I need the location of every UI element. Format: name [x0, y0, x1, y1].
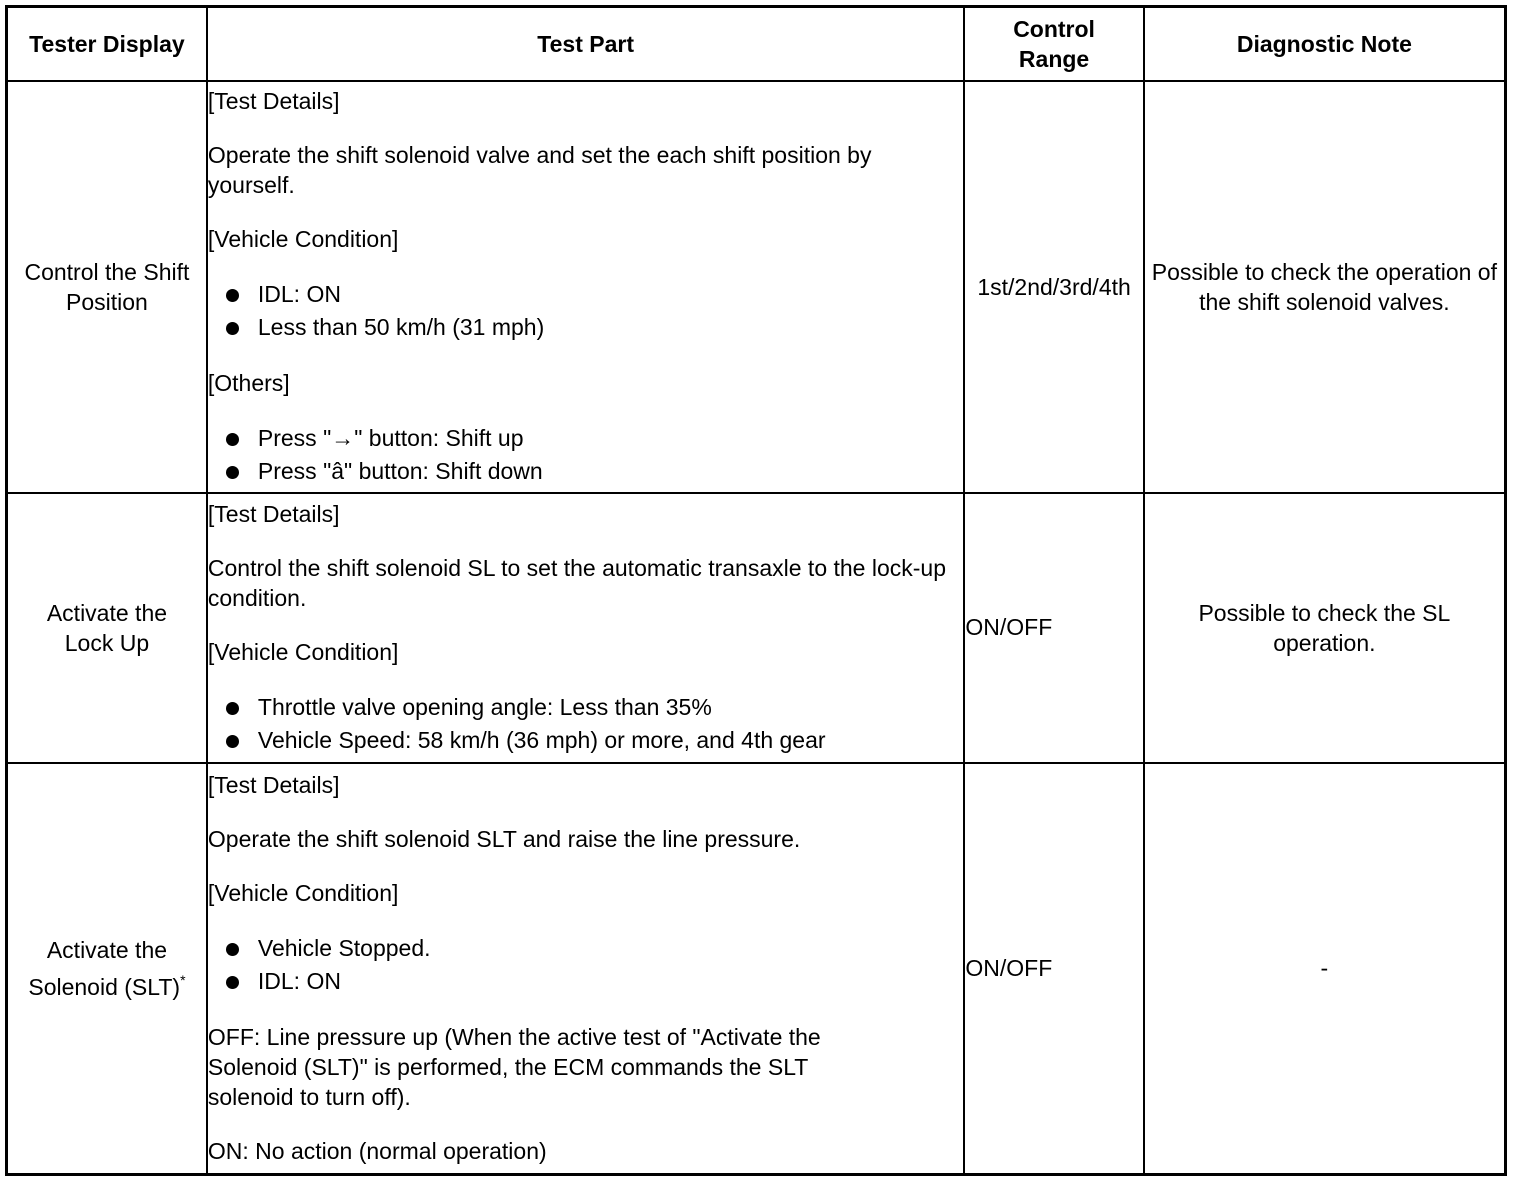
test-details-heading: [Test Details]: [207, 500, 340, 527]
list-item: Vehicle Speed: 58 km/h (36 mph) or more, and 4th gear: [208, 724, 964, 757]
vehicle-condition-heading: [Vehicle Condition]: [207, 638, 399, 665]
table-row: [7, 81, 1506, 493]
test-part-cell: [207, 81, 965, 493]
test-details-text: Operate the shift solenoid SLT and raise the line pressure.: [207, 826, 801, 853]
list-item: Press "→" button: Shift up: [208, 422, 964, 455]
table-row: [7, 493, 1506, 763]
diagnostic-note-cell: Possible to check the operation of the shift solenoid valves.: [1144, 81, 1506, 493]
header-diagnostic-note: Diagnostic Note: [1144, 7, 1506, 81]
header-test-part: Test Part: [207, 7, 965, 81]
vehicle-condition-list: [208, 691, 964, 757]
off-note: OFF: Line pressure up (When the active test of "Activate the Solenoid (SLT)" is performed, the ECM commands the SLT solenoid to turn off).: [207, 1024, 821, 1111]
list-item: Throttle valve opening angle: Less than 35%: [208, 691, 964, 724]
vehicle-condition-list: [208, 932, 964, 998]
test-part-cell: [207, 493, 965, 763]
footnote-mark: *: [180, 971, 186, 988]
tester-display-cell: [7, 493, 207, 763]
list-item: IDL: ON: [208, 965, 964, 998]
table-row: [7, 763, 1506, 1175]
control-range-cell: ON/OFF: [964, 493, 1143, 763]
test-details-heading: [Test Details]: [207, 772, 340, 799]
test-details-text: Control the shift solenoid SL to set the automatic transaxle to the lock-up condition.: [207, 554, 947, 611]
diagnostic-note-cell: [1144, 493, 1506, 763]
vehicle-condition-heading: [Vehicle Condition]: [207, 225, 399, 252]
tester-display-text: Control the Shift Position: [24, 258, 190, 315]
tester-display-cell: [7, 763, 207, 1175]
vehicle-condition-heading: [Vehicle Condition]: [207, 880, 399, 907]
list-item: Vehicle Stopped.: [208, 932, 964, 965]
tester-display-text: [12, 935, 202, 1002]
header-control-range-text: Control Range: [1013, 15, 1095, 72]
tester-display-cell: [7, 81, 207, 493]
others-heading: [Others]: [207, 369, 290, 396]
test-details-text: Operate the shift solenoid valve and set the each shift position by yourself.: [207, 141, 872, 198]
header-control-range: [964, 7, 1143, 81]
control-range-cell: ON/OFF: [964, 763, 1143, 1175]
header-row: [7, 7, 1506, 81]
others-list: [208, 422, 964, 488]
list-item: Less than 50 km/h (31 mph): [208, 311, 964, 344]
active-test-table: [5, 5, 1507, 1176]
on-note: ON: No action (normal operation): [207, 1138, 547, 1165]
control-range-cell: 1st/2nd/3rd/4th: [964, 81, 1143, 493]
test-details-heading: [Test Details]: [207, 87, 340, 114]
list-item: Press "â" button: Shift down: [208, 455, 964, 488]
vehicle-condition-list: [208, 278, 964, 344]
header-tester-display: Tester Display: [7, 7, 207, 81]
diagnostic-note-text: Possible to check the SL operation.: [1198, 599, 1451, 656]
diagnostic-note-cell: -: [1144, 763, 1506, 1175]
tester-display-label: Activate the Solenoid (SLT): [28, 936, 181, 1000]
tester-display-text: Activate the Lock Up: [46, 599, 168, 656]
list-item: IDL: ON: [208, 278, 964, 311]
test-part-cell: [207, 763, 965, 1175]
